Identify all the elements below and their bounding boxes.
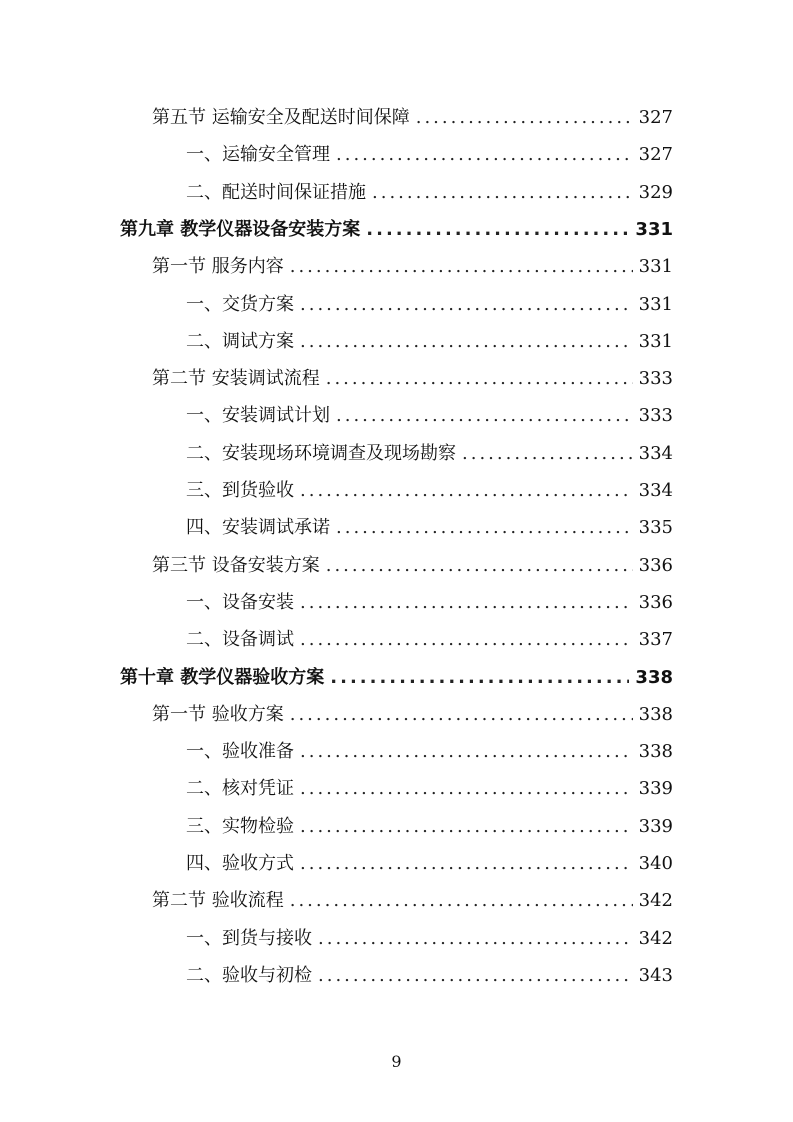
toc-section-row[interactable] (152, 365, 673, 393)
toc-item-row[interactable] (186, 775, 673, 803)
toc-page-number: 340 (638, 853, 673, 874)
toc-section-row[interactable] (152, 253, 673, 281)
toc-section-row[interactable] (152, 887, 673, 915)
toc-title: 二、调试方案 (186, 331, 294, 352)
toc-item-row[interactable] (186, 141, 673, 169)
dot-leader (330, 664, 629, 692)
toc-page-number: 327 (638, 144, 673, 165)
toc-title: 第二节 验收流程 (152, 890, 284, 911)
toc-page-number: 331 (638, 256, 673, 277)
dot-leader (300, 291, 633, 319)
toc-item-row[interactable] (186, 179, 673, 207)
dot-leader (300, 328, 633, 356)
dot-leader (416, 104, 633, 132)
toc-page-number: 336 (638, 555, 673, 576)
toc-page-number: 338 (638, 741, 673, 762)
toc-title: 一、验收准备 (186, 741, 294, 762)
toc-page-number: 331 (638, 294, 673, 315)
toc-page-number: 334 (638, 443, 673, 464)
toc-section-row[interactable] (152, 701, 673, 729)
toc-page-number: 339 (638, 778, 673, 799)
toc-page-number: 339 (638, 816, 673, 837)
toc-page-number: 331 (635, 219, 673, 240)
toc-page-number: 343 (638, 965, 673, 986)
toc-title: 四、验收方式 (186, 853, 294, 874)
toc-title: 第一节 验收方案 (152, 704, 284, 725)
toc-title: 二、验收与初检 (186, 965, 312, 986)
toc-title: 二、核对凭证 (186, 778, 294, 799)
toc-title: 四、安装调试承诺 (186, 517, 330, 538)
toc-item-row[interactable] (186, 402, 673, 430)
dot-leader (290, 887, 633, 915)
dot-leader (336, 402, 633, 430)
toc-section-row[interactable] (152, 552, 673, 580)
toc-title: 二、配送时间保证措施 (186, 182, 366, 203)
toc-item-row[interactable] (186, 738, 673, 766)
toc-item-row[interactable] (186, 477, 673, 505)
dot-leader (300, 775, 633, 803)
toc-page-number: 327 (638, 107, 673, 128)
dot-leader (300, 589, 633, 617)
toc-page-number: 333 (638, 368, 673, 389)
toc-page-number: 333 (638, 405, 673, 426)
toc-page-number: 331 (638, 331, 673, 352)
toc-page-number: 334 (638, 480, 673, 501)
toc-item-row[interactable] (186, 589, 673, 617)
toc-item-row[interactable] (186, 291, 673, 319)
dot-leader (300, 738, 633, 766)
toc-title: 一、交货方案 (186, 294, 294, 315)
toc-page-number: 336 (638, 592, 673, 613)
toc-item-row[interactable] (186, 925, 673, 953)
dot-leader (336, 141, 633, 169)
toc-item-row[interactable] (186, 813, 673, 841)
toc-section-row[interactable] (152, 104, 673, 132)
dot-leader (300, 850, 633, 878)
toc-title: 一、运输安全管理 (186, 144, 330, 165)
toc-page-number: 338 (635, 667, 673, 688)
toc-page-number: 337 (638, 629, 673, 650)
toc-title: 三、到货验收 (186, 480, 294, 501)
toc-item-row[interactable] (186, 626, 673, 654)
toc-title: 一、安装调试计划 (186, 405, 330, 426)
dot-leader (366, 216, 629, 244)
toc-title: 第二节 安装调试流程 (152, 368, 320, 389)
dot-leader (462, 440, 633, 468)
toc-title: 第三节 设备安装方案 (152, 555, 320, 576)
dot-leader (290, 701, 633, 729)
toc-title: 第十章 教学仪器验收方案 (120, 667, 325, 688)
dot-leader (300, 626, 633, 654)
dot-leader (326, 552, 633, 580)
toc-chapter-row[interactable] (120, 664, 673, 692)
page-number: 9 (391, 1052, 402, 1071)
toc-title: 一、设备安装 (186, 592, 294, 613)
toc-title: 二、安装现场环境调查及现场勘察 (186, 443, 456, 464)
dot-leader (300, 813, 633, 841)
toc-page-number: 335 (638, 517, 673, 538)
toc-page-number: 342 (638, 890, 673, 911)
toc-page-number: 338 (638, 704, 673, 725)
toc-page-number: 342 (638, 928, 673, 949)
dot-leader (372, 179, 633, 207)
dot-leader (300, 477, 633, 505)
dot-leader (318, 962, 633, 990)
dot-leader (318, 925, 633, 953)
toc-title: 一、到货与接收 (186, 928, 312, 949)
dot-leader (326, 365, 633, 393)
toc-item-row[interactable] (186, 328, 673, 356)
toc-item-row[interactable] (186, 962, 673, 990)
toc-chapter-row[interactable] (120, 216, 673, 244)
toc-title: 第一节 服务内容 (152, 256, 284, 277)
toc-page-number: 329 (638, 182, 673, 203)
toc-item-row[interactable] (186, 850, 673, 878)
toc-title: 三、实物检验 (186, 816, 294, 837)
toc-title: 二、设备调试 (186, 629, 294, 650)
dot-leader (336, 514, 633, 542)
toc-item-row[interactable] (186, 514, 673, 542)
toc-title: 第五节 运输安全及配送时间保障 (152, 107, 410, 128)
toc-item-row[interactable] (186, 440, 673, 468)
toc-title: 第九章 教学仪器设备安装方案 (120, 219, 361, 240)
dot-leader (290, 253, 633, 281)
